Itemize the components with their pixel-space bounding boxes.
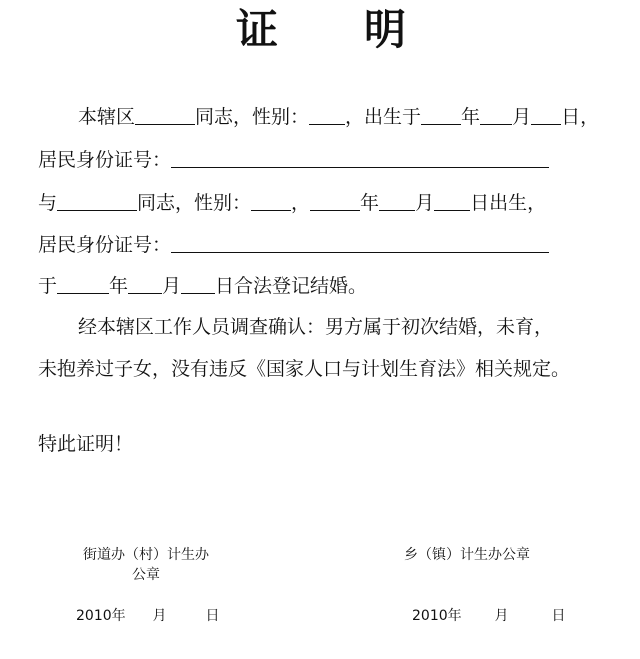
text-segment: 月 — [162, 275, 182, 297]
day-blank — [434, 190, 470, 211]
gender-blank — [309, 104, 345, 125]
marriage-date-line — [38, 273, 367, 299]
date-year: 2010年 — [412, 608, 462, 624]
paragraph-line-2 — [38, 190, 546, 216]
text-segment: 同志，性别： — [137, 192, 252, 214]
left-seal-line-2: 公章 — [132, 567, 160, 583]
text-segment: 本辖区 — [78, 106, 136, 128]
year-blank — [57, 273, 109, 294]
title-char-2: 明 — [363, 5, 406, 54]
left-date — [76, 606, 219, 626]
id-label: 居民身份证号： — [38, 149, 172, 171]
date-day: 日 — [551, 608, 566, 624]
confirm-line-1 — [78, 314, 553, 340]
title-char-1: 证 — [236, 5, 279, 54]
text-segment: ， — [291, 192, 311, 214]
text-segment: 日出生， — [470, 192, 547, 214]
left-seal-label — [76, 545, 216, 585]
text-segment: 同志，性别： — [195, 106, 310, 128]
left-seal-line-1: 街道办（村）计生办 — [83, 547, 209, 563]
text-segment: ，出生于 — [345, 106, 422, 128]
closing-line — [38, 431, 133, 457]
month-blank — [480, 104, 512, 125]
name-blank — [135, 104, 195, 125]
text-segment: 年 — [360, 192, 380, 214]
confirm-text-1: 经本辖区工作人员调查确认：男方属于初次结婚，未育， — [78, 316, 554, 338]
id-number-line-2 — [38, 232, 549, 258]
text-segment: 年 — [109, 275, 129, 297]
date-month: 月 — [494, 608, 509, 624]
id-label: 居民身份证号： — [38, 234, 172, 256]
date-year: 2010年 — [76, 608, 126, 624]
closing-text: 特此证明！ — [38, 433, 134, 455]
date-day: 日 — [205, 608, 220, 624]
month-blank — [128, 273, 162, 294]
text-segment: 月 — [512, 106, 532, 128]
id-number-blank — [171, 147, 549, 168]
id-number-line-1 — [38, 147, 549, 173]
text-segment: 日， — [561, 106, 600, 128]
year-blank — [421, 104, 461, 125]
month-blank — [379, 190, 415, 211]
right-seal-label — [404, 545, 530, 565]
day-blank — [531, 104, 561, 125]
text-segment: 于 — [38, 275, 58, 297]
document-title — [236, 4, 406, 56]
gender-blank — [251, 190, 291, 211]
name-blank — [57, 190, 137, 211]
right-date — [412, 606, 565, 626]
year-blank — [310, 190, 360, 211]
text-segment: 日合法登记结婚。 — [215, 275, 368, 297]
right-seal-text: 乡（镇）计生办公章 — [404, 547, 530, 563]
paragraph-line-1 — [78, 104, 599, 130]
date-month: 月 — [152, 608, 167, 624]
text-segment: 与 — [38, 192, 58, 214]
id-number-blank — [171, 232, 549, 253]
text-segment: 年 — [461, 106, 481, 128]
text-segment: 月 — [415, 192, 435, 214]
day-blank — [181, 273, 215, 294]
confirm-text-2: 未抱养过子女，没有违反《国家人口与计划生育法》相关规定。 — [38, 358, 571, 380]
confirm-line-2 — [38, 356, 570, 382]
